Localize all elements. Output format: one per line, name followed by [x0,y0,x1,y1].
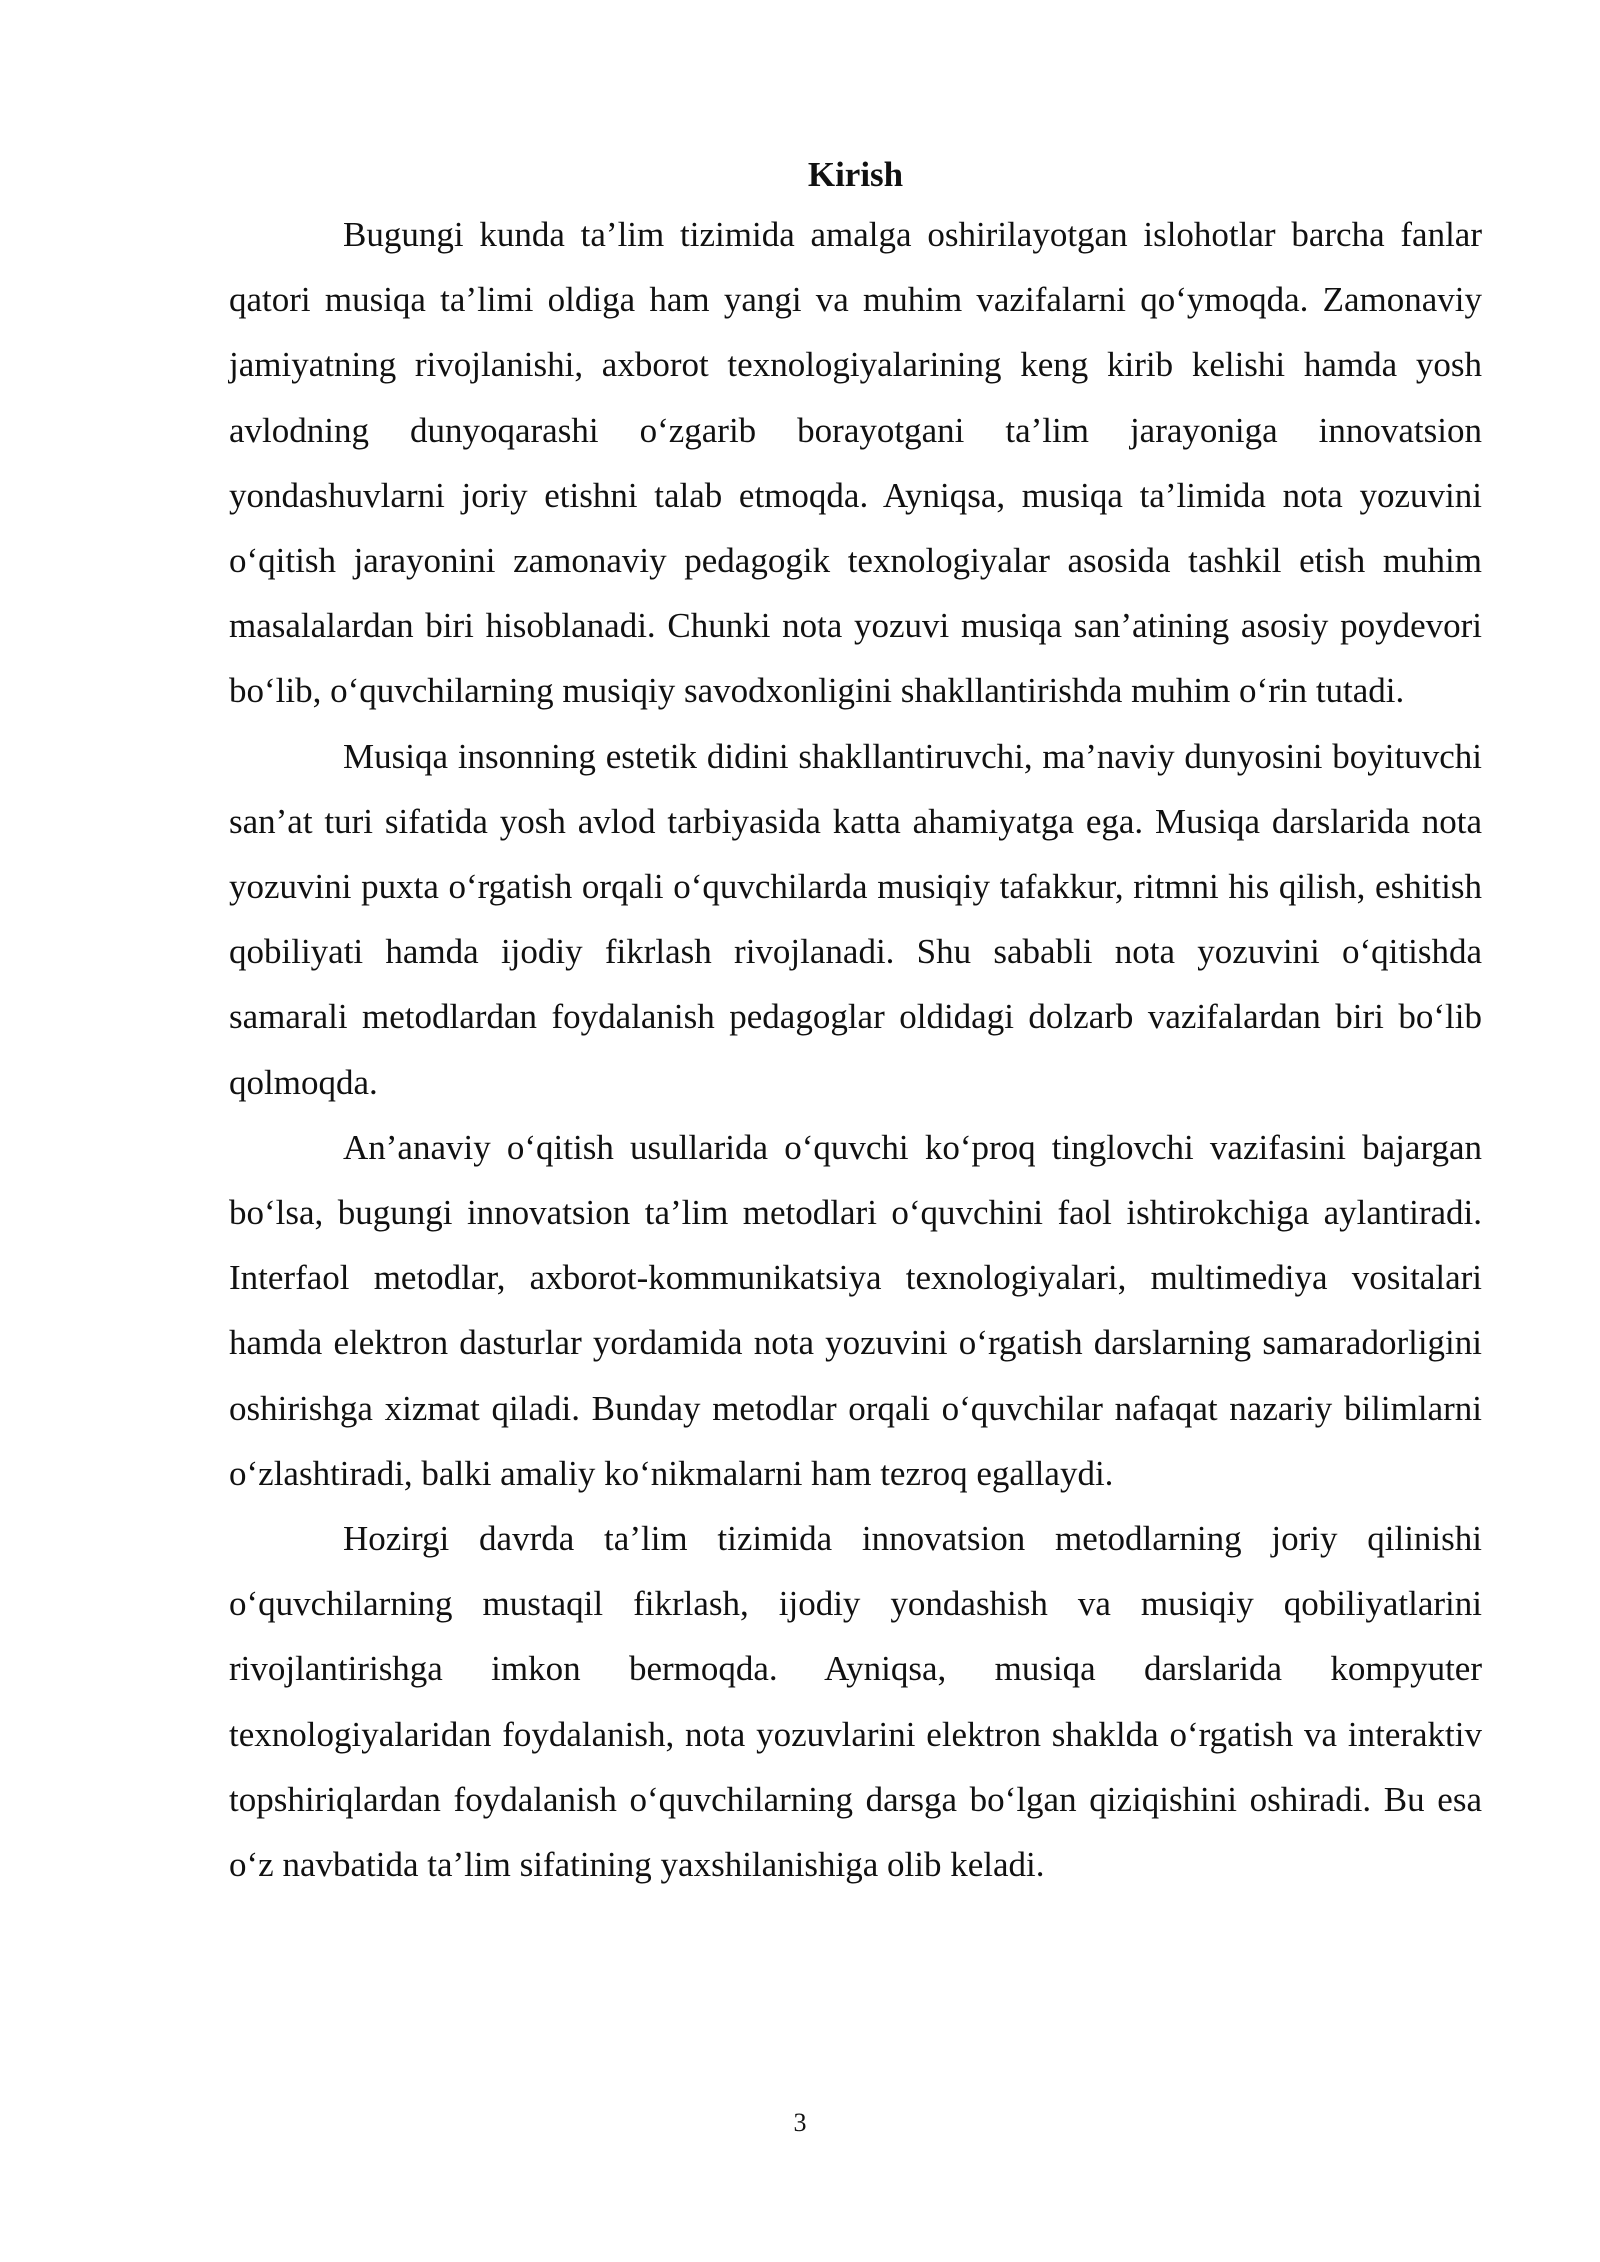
document-body [229,148,1482,1897]
paragraph: Musiqa insonning estetik didini shakllantiruvchi, ma’naviy dunyosini boyituvchi san’at turi sifatida yosh avlod tarbiyasida katta ahamiyatga ega. Musiqa darslarida nota yozuvini puxta o‘rgatish orqali o‘quvchilarda musiqiy tafakkur, ritmni his qilish, eshitish qobiliyati hamda ijodiy fikrlash rivojlanadi. Shu sababli nota yozuvini o‘qitishda samarali metodlardan foydalanish pedagoglar oldidagi dolzarb vazifalardan biri bo‘lib qolmoqda. [229,736,1482,1102]
paragraph: Hozirgi davrda ta’lim tizimida innovatsion metodlarning joriy qilinishi o‘quvchilarning mustaqil fikrlash, ijodiy yondashish va musiqiy qobiliyatlarini rivojlantirishga imkon bermoqda. Ayniqsa, musiqa darslarida kompyuter texnologiyalaridan foydalanish, nota yozuvlarini elektron shaklda o‘rgatish va interaktiv topshiriqlardan foydalanish o‘quvchilarning darsga bo‘lgan qiziqishini oshiradi. Bu esa o‘z navbatida ta’lim sifatining yaxshilanishiga olib keladi. [229,1519,1482,1885]
paragraph: Bugungi kunda ta’lim tizimida amalga oshirilayotgan islohotlar barcha fanlar qatori musiqa ta’limi oldiga ham yangi va muhim vazifalarni qo‘ymoqda. Zamonaviy jamiyatning rivojlanishi, axborot texnologiyalarining keng kirib kelishi hamda yosh avlodning dunyoqarashi o‘zgarib borayotgani ta’lim jarayoniga innovatsion yondashuvlarni joriy etishni talab etmoqda. Ayniqsa, musiqa ta’limida nota yozuvini o‘qitish jarayonini zamonaviy pedagogik texnologiyalar asosida tashkil etish muhim masalalardan biri hisoblanadi. Chunki nota yozuvi musiqa san’atining asosiy poydevori bo‘lib, o‘quvchilarning musiqiy savodxonligini shakllantirishda muhim o‘rin tutadi. [229,215,1482,711]
paragraph: An’anaviy o‘qitish usullarida o‘quvchi ko‘proq tinglovchi vazifasini bajargan bo‘lsa, bugungi innovatsion ta’lim metodlari o‘quvchini faol ishtirokchiga aylantiradi. Interfaol metodlar, axborot-kommunikatsiya texnologiyalari, multimediya vositalari hamda elektron dasturlar yordamida nota yozuvini o‘rgatish darslarning samaradorligini oshirishga xizmat qiladi. Bunday metodlar orqali o‘quvchilar nafaqat nazariy bilimlarni o‘zlashtiradi, balki amaliy ko‘nikmalarni ham tezroq egallaydi. [229,1127,1482,1493]
page-number: 3 [793,2108,807,2137]
section-heading: Kirish [807,155,904,194]
